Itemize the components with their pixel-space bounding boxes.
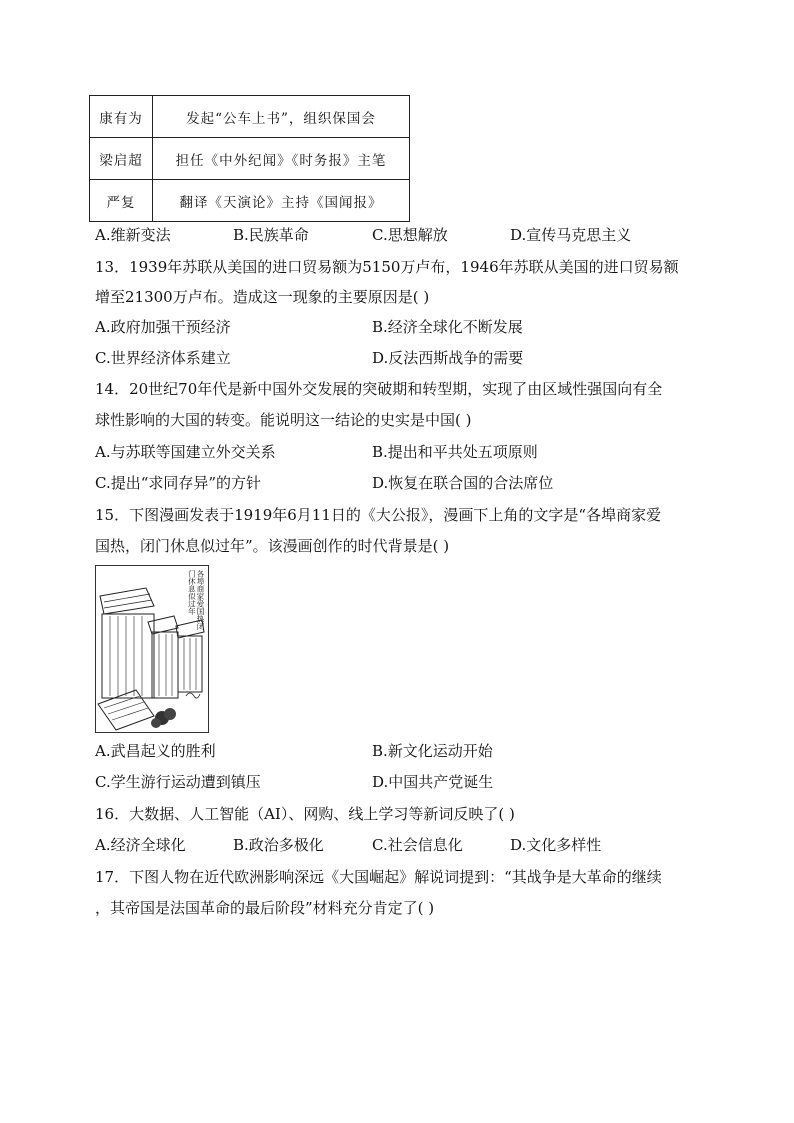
q17-stem-line2: ，其帝国是法国革命的最后阶段”材料充分肯定了( ) bbox=[95, 899, 435, 917]
q16-stem-line1: 16．大数据、人工智能（AI）、网购、线上学习等新词反映了( ) bbox=[95, 805, 515, 823]
table-cell-desc: 发起“公车上书”，组织保国会 bbox=[153, 96, 410, 138]
cartoon-caption: 各埠商家爱国热闭门休息似过年 bbox=[187, 570, 205, 630]
cartoon-image bbox=[95, 565, 209, 733]
q15-option-d[interactable]: D.中国共产党诞生 bbox=[372, 773, 494, 791]
table-cell-desc: 翻译《天演论》主持《国闻报》 bbox=[153, 180, 410, 222]
table-cell-name: 梁启超 bbox=[90, 138, 153, 180]
q15-stem-line2: 国热，闭门休息似过年”。该漫画创作的时代背景是( ) bbox=[95, 537, 450, 555]
table-row bbox=[90, 180, 410, 222]
q12-option-c[interactable]: C.思想解放 bbox=[372, 226, 448, 244]
q12-option-a[interactable]: A.维新变法 bbox=[95, 226, 171, 244]
q15-option-a[interactable]: A.武昌起义的胜利 bbox=[95, 742, 216, 760]
q13-option-d[interactable]: D.反法西斯战争的需要 bbox=[372, 349, 524, 367]
table-row bbox=[90, 96, 410, 138]
q16-option-d[interactable]: D.文化多样性 bbox=[510, 836, 602, 854]
q14-option-a[interactable]: A.与苏联等国建立外交关系 bbox=[95, 443, 276, 461]
q13-stem-line1: 13．1939年苏联从美国的进口贸易额为5150万卢布，1946年苏联从美国的进口贸易额 bbox=[95, 258, 679, 276]
q15-stem-line1: 15．下图漫画发表于1919年6月11日的《大公报》，漫画下上角的文字是“各埠商家爱 bbox=[95, 506, 662, 524]
q12-option-d[interactable]: D.宣传马克思主义 bbox=[510, 226, 632, 244]
table-cell-name: 严复 bbox=[90, 180, 153, 222]
table-row bbox=[90, 138, 410, 180]
q13-option-a[interactable]: A.政府加强干预经济 bbox=[95, 318, 231, 336]
q16-option-b[interactable]: B.政治多极化 bbox=[233, 836, 324, 854]
q12-option-b[interactable]: B.民族革命 bbox=[233, 226, 309, 244]
q13-option-c[interactable]: C.世界经济体系建立 bbox=[95, 349, 231, 367]
q17-stem-line1: 17．下图人物在近代欧洲影响深远《大国崛起》解说词提到：“其战争是大革命的继续 bbox=[95, 868, 662, 886]
q15-option-b[interactable]: B.新文化运动开始 bbox=[372, 742, 493, 760]
table-cell-name: 康有为 bbox=[90, 96, 153, 138]
q14-option-b[interactable]: B.提出和平共处五项原则 bbox=[372, 443, 538, 461]
q14-stem-line2: 球性影响的大国的转变。能说明这一结论的史实是中国( ) bbox=[95, 411, 472, 429]
q13-option-b[interactable]: B.经济全球化不断发展 bbox=[372, 318, 523, 336]
table-cell-desc: 担任《中外纪闻》《时务报》主笔 bbox=[153, 138, 410, 180]
q13-stem-line2: 增至21300万卢布。造成这一现象的主要原因是( ) bbox=[95, 288, 430, 306]
q14-option-d[interactable]: D.恢复在联合国的合法席位 bbox=[372, 474, 554, 492]
q14-option-c[interactable]: C.提出“求同存异”的方针 bbox=[95, 474, 262, 492]
reformers-table bbox=[89, 95, 410, 222]
q14-stem-line1: 14．20世纪70年代是新中国外交发展的突破期和转型期，实现了由区域性强国向有全 bbox=[95, 380, 663, 398]
q16-option-c[interactable]: C.社会信息化 bbox=[372, 836, 463, 854]
q16-option-a[interactable]: A.经济全球化 bbox=[95, 836, 186, 854]
q15-option-c[interactable]: C.学生游行运动遭到镇压 bbox=[95, 773, 261, 791]
